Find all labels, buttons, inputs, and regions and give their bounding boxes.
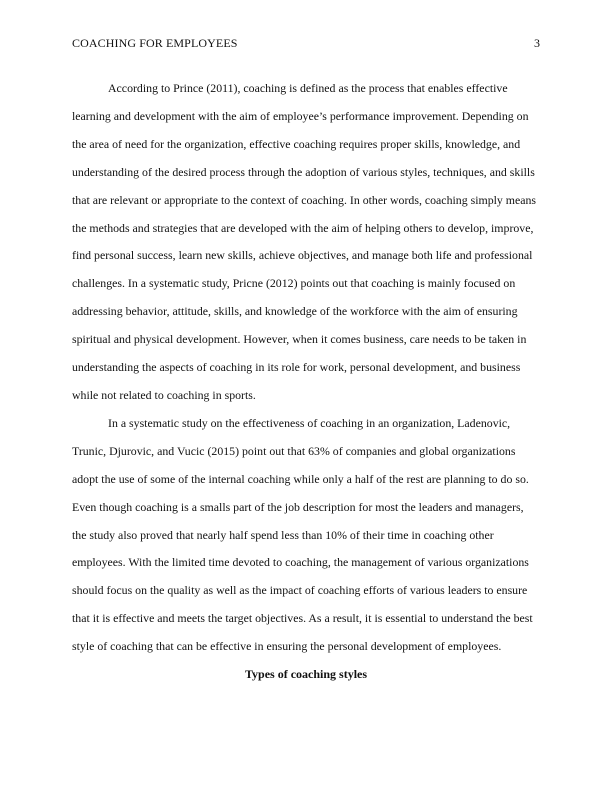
- body-text: [72, 75, 540, 689]
- section-heading: Types of coaching styles: [244, 667, 368, 682]
- page-number: 3: [534, 36, 540, 50]
- paragraph-2: In a systematic study on the effectiveness of coaching in an organization, Ladenovic, Trunic, Djurovic, and Vucic (2015) point out that 63% of companies and global organizations adopt the use of some of the internal coaching while only a half of the rest are planning to do so. Even though coaching is a smalls part of the job description for most the leaders and managers, the study also proved that nearly half spend less than 10% of their time in coaching other employees. With the limited time devoted to coaching, the management of various organizations should focus on the quality as well as the impact of coaching efforts of various leaders to ensure that it is effective and meets the target objectives. As a result, it is essential to understand the best style of coaching that can be effective in ensuring the personal development of employees.: [72, 415, 533, 654]
- running-head: COACHING FOR EMPLOYEES: [72, 36, 238, 50]
- paragraph-1: According to Prince (2011), coaching is defined as the process that enables effective learning and development with the aim of employee’s performance improvement. Depending on the area of need for the organization, effective coaching requires proper skills, knowledge, and understanding of the desired process through the adoption of various styles, techniques, and skills that are relevant or appropriate to the context of coaching. In other words, coaching simply means the methods and strategies that are developed with the aim of helping others to develop, improve, find personal success, learn new skills, achieve objectives, and manage both life and professional challenges. In a systematic study, Pricne (2012) points out that coaching is mainly focused on addressing behavior, attitude, skills, and knowledge of the workforce with the aim of ensuring spiritual and physical development. However, when it comes business, care needs to be taken in understanding the aspects of coaching in its role for work, personal development, and business while not related to coaching in sports.: [72, 81, 537, 402]
